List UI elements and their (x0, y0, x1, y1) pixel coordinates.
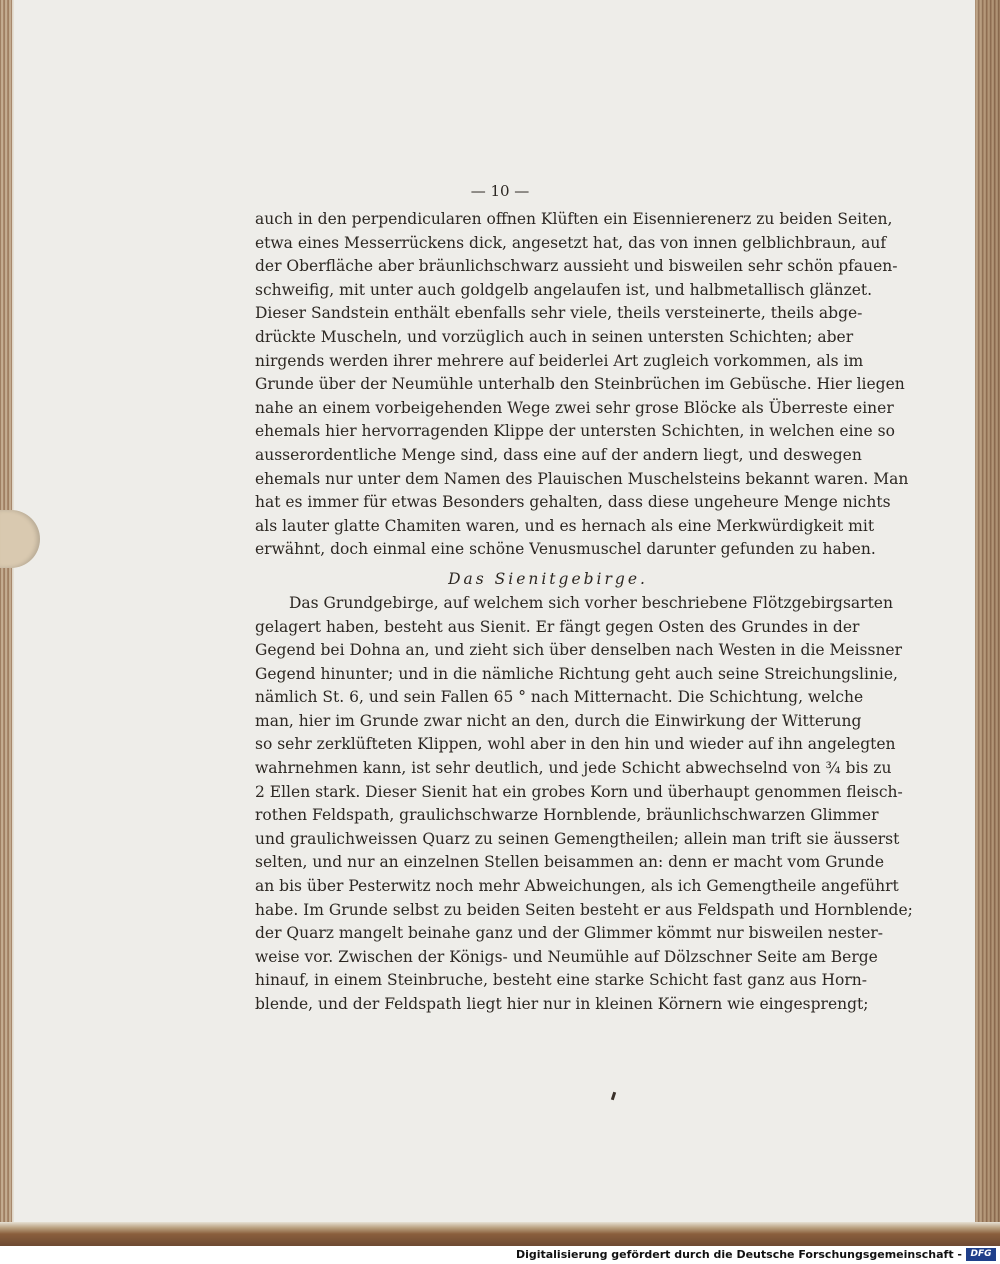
text-line: an bis über Pesterwitz noch mehr Abweichungen, als ich Gemengtheile angeführt (255, 877, 899, 896)
text-line: ausserordentliche Menge sind, dass eine auf der andern liegt, und deswegen (255, 445, 862, 464)
text-line: als lauter glatte Chamiten waren, und es hernach als eine Merkwürdigkeit mit (255, 516, 875, 535)
paragraph-1 (255, 208, 909, 562)
text-line: selten, und nur an einzelnen Stellen beisammen an: denn er macht vom Grunde (255, 853, 884, 872)
text-line: 2 Ellen stark. Dieser Sienit hat ein grobes Korn und überhaupt genommen fleisch- (255, 782, 903, 801)
text-line: weise vor. Zwischen der Königs- und Neumühle auf Dölzschner Seite am Berge (255, 947, 878, 966)
text-line: habe. Im Grunde selbst zu beiden Seiten besteht er aus Feldspath und Hornblende; (255, 900, 913, 919)
footer-credit: Digitalisierung gefördert durch die Deutsche Forschungsgemeinschaft - (515, 1248, 962, 1261)
text-line: hinauf, in einem Steinbruche, besteht eine starke Schicht fast ganz aus Horn- (255, 971, 868, 990)
text-line: ehemals hier hervorragenden Klippe der untersten Schichten, in welchen eine so (255, 422, 895, 441)
text-line: schweifig, mit unter auch goldgelb angelaufen ist, und halbmetallisch glänzet. (255, 280, 873, 299)
text-line: blende, und der Feldspath liegt hier nur in kleinen Körnern wie eingesprengt; (255, 995, 869, 1013)
text-line: hat es immer für etwas Besonders gehalten, dass diese ungeheure Menge nichts (255, 493, 891, 512)
text-line: ehemals nur unter dem Namen des Plauischen Muschelsteins bekannt waren. Man (255, 469, 909, 488)
bottom-page-edge (0, 1222, 1000, 1246)
paragraph-2 (255, 592, 913, 1017)
text-line: so sehr zerklüfteten Klippen, wohl aber in den hin und wieder auf ihn angelegten (255, 735, 896, 754)
footer-bar (0, 1246, 1000, 1264)
text-line: erwähnt, doch einmal eine schöne Venusmuschel darunter gefunden zu haben. (255, 540, 876, 559)
text-line: etwa eines Messerrückens dick, angesetzt hat, das von innen gelblichbraun, auf (255, 233, 887, 252)
text-line: Das Grundgebirge, auf welchem sich vorher beschriebene Flötzgebirgsarten (289, 593, 893, 612)
text-line: man, hier im Grunde zwar nicht an den, durch die Einwirkung der Witterung (255, 711, 862, 730)
text-line: nahe an einem vorbeigehenden Wege zwei sehr grose Blöcke als Überreste einer (255, 398, 894, 417)
text-line: nirgends werden ihrer mehrere auf beiderlei Art zugleich vorkommen, als im (255, 351, 864, 370)
page-number: — 10 — (470, 182, 530, 200)
text-line: gelagert haben, besteht aus Sienit. Er fängt gegen Osten des Grundes in der (255, 617, 860, 636)
text-line: und graulichweissen Quarz zu seinen Gemengtheilen; allein man trift sie äusserst (255, 829, 900, 848)
text-line: Dieser Sandstein enthält ebenfalls sehr viele, theils versteinerte, theils abge- (255, 304, 863, 323)
text-line: wahrnehmen kann, ist sehr deutlich, und jede Schicht abwechselnd von ¾ bis zu (255, 759, 892, 778)
text-line: Gegend hinunter; und in die nämliche Richtung geht auch seine Streichungslinie, (255, 664, 898, 683)
text-line: der Oberfläche aber bräunlichschwarz aussieht und bisweilen sehr schön pfauen- (255, 257, 898, 276)
text-line: rothen Feldspath, graulichschwarze Hornblende, bräunlichschwarzen Glimmer (255, 806, 879, 825)
text-line: auch in den perpendicularen offnen Klüften ein Eisennierenerz zu beiden Seiten, (255, 210, 893, 228)
text-line: drückte Muscheln, und vorzüglich auch in seinen untersten Schichten; aber (255, 327, 854, 346)
text-line: Grunde über der Neumühle unterhalb den Steinbrüchen im Gebüsche. Hier liegen (255, 375, 905, 394)
text-line: nämlich St. 6, und sein Fallen 65 ° nach Mitternacht. Die Schichtung, welche (255, 688, 864, 707)
text-line: Gegend bei Dohna an, und zieht sich über denselben nach Westen in die Meissner (255, 641, 903, 660)
text-line: der Quarz mangelt beinahe ganz und der Glimmer kömmt nur bisweilen nester- (255, 924, 884, 943)
section-title: Das Sienitgebirge. (448, 569, 648, 588)
dfg-logo: DFG (966, 1248, 996, 1261)
main-text (255, 208, 913, 1017)
